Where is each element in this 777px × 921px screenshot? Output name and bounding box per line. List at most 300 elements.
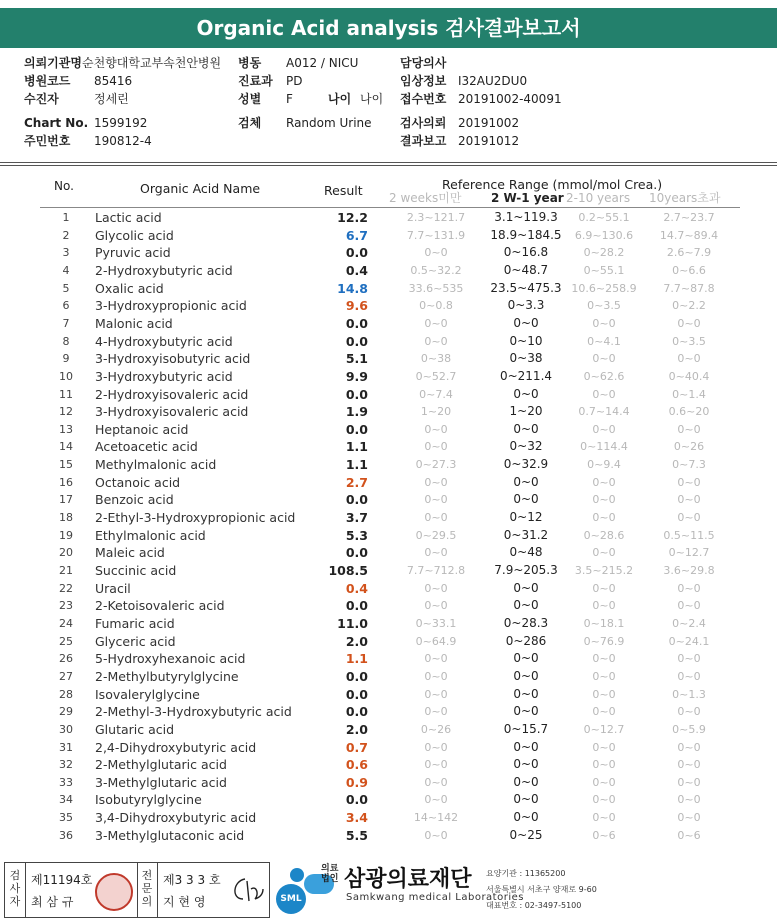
cell-no: 33	[59, 775, 73, 789]
cell-result: 0.0	[345, 245, 368, 261]
cell-no: 7	[62, 316, 70, 330]
cell-r4: 0~0	[677, 316, 701, 330]
cell-r1: 0~0	[424, 440, 448, 454]
cell-r3: 0~4.1	[587, 334, 621, 348]
org-prefix: 의료법인	[321, 864, 339, 884]
table-header	[0, 176, 777, 208]
cell-no: 15	[59, 458, 73, 472]
cell-r3: 3.5~215.2	[574, 564, 634, 577]
table-row	[0, 827, 777, 845]
cell-name: Pyruvic acid	[95, 245, 171, 261]
cell-result: 108.5	[328, 563, 368, 578]
table-row	[0, 491, 777, 509]
cell-r4: 0~0	[677, 705, 701, 719]
cell-result: 0.0	[345, 315, 368, 331]
cell-r1: 0~0	[424, 334, 448, 348]
table-row	[0, 509, 777, 527]
cell-result: 5.1	[345, 351, 368, 367]
cell-name: 2-Methyl-3-Hydroxybutyric acid	[95, 704, 292, 720]
cell-r3: 0~28.6	[583, 528, 625, 542]
cell-r1: 0~7.4	[419, 387, 453, 401]
cell-r1: 0~38	[420, 352, 452, 366]
cell-r2: 0~16.8	[503, 245, 549, 260]
cell-r4: 0~2.4	[672, 616, 706, 630]
cell-name: Fumaric acid	[95, 615, 175, 631]
cell-r4: 0~2.2	[672, 299, 706, 313]
cell-r1: 0~0	[424, 775, 448, 789]
cell-result: 1.1	[345, 457, 368, 473]
table-row	[0, 403, 777, 421]
table-row	[0, 333, 777, 351]
cell-no: 22	[59, 581, 73, 595]
cell-no: 36	[59, 828, 73, 842]
cell-r4: 0.6~20	[668, 405, 710, 419]
cell-no: 34	[59, 793, 73, 807]
cell-r3: 0~0	[592, 740, 616, 754]
cell-r2: 18.9~184.5	[490, 227, 562, 242]
cell-r4: 0~24.1	[668, 634, 710, 648]
cell-no: 9	[62, 352, 70, 366]
cell-r4: 0~0	[677, 758, 701, 772]
cell-name: Uracil	[95, 580, 131, 596]
range-sub-2: 2 W-1 year	[491, 191, 564, 205]
cell-r3: 0~0	[592, 775, 616, 789]
cell-name: 3-Hydroxyisovaleric acid	[95, 404, 249, 420]
cell-no: 8	[62, 334, 70, 348]
cell-no: 35	[59, 811, 73, 825]
cell-name: Lactic acid	[95, 210, 162, 225]
cell-r3: 0~0	[592, 511, 616, 525]
header-divider	[40, 207, 740, 208]
table-row	[0, 297, 777, 315]
cell-result: 9.9	[345, 368, 368, 384]
divider	[0, 165, 777, 166]
cell-r2: 0~0	[513, 810, 539, 825]
cell-r4: 0~0	[677, 581, 701, 595]
cell-r3: 0~0	[592, 493, 616, 507]
cell-result: 6.7	[345, 227, 368, 243]
cell-name: Glycolic acid	[95, 227, 174, 243]
table-row	[0, 280, 777, 298]
id-label: 주민번호	[24, 134, 71, 148]
cell-r2: 0~0	[513, 704, 539, 719]
cell-name: Isobutyrylglycine	[95, 792, 202, 808]
patient-label: 수진자	[24, 92, 59, 106]
cell-r2: 0~0	[513, 386, 539, 401]
sig-divider	[25, 863, 26, 917]
cell-r2: 0~286	[505, 633, 547, 648]
cell-r3: 0~9.4	[587, 458, 621, 472]
cell-r1: 0~0	[424, 740, 448, 754]
cell-name: 2-Ketoisovaleric acid	[95, 598, 225, 614]
cell-r3: 0~18.1	[583, 616, 625, 630]
table-row	[0, 650, 777, 668]
chart-value: 1599192	[94, 116, 148, 130]
cell-r2: 0~0	[513, 774, 539, 789]
hospital-code-value: 85416	[94, 74, 133, 88]
cell-result: 0.6	[345, 757, 368, 773]
cell-no: 18	[59, 511, 73, 525]
report-title: Organic Acid analysis 검사결과보고서	[0, 8, 777, 48]
cell-result: 12.2	[337, 210, 368, 225]
cell-name: 5-Hydroxyhexanoic acid	[95, 651, 246, 667]
cell-no: 17	[59, 493, 73, 507]
org-address: 서울특별시 서초구 양재로 9-60	[486, 885, 597, 894]
cell-name: Heptanoic acid	[95, 421, 189, 437]
cell-r2: 0~10	[509, 333, 543, 348]
cell-r2: 0~0	[513, 739, 539, 754]
cell-r2: 0~0	[513, 686, 539, 701]
cell-r2: 0~12	[509, 510, 543, 525]
cell-r4: 0~0	[677, 475, 701, 489]
cell-no: 19	[59, 528, 73, 542]
cell-r1: 0~0	[424, 475, 448, 489]
table-row	[0, 386, 777, 404]
cell-r2: 0~32.9	[503, 457, 549, 472]
receipt-value: 20191002-40091	[458, 92, 562, 106]
cell-r4: 0~12.7	[668, 546, 710, 560]
cell-result: 11.0	[337, 615, 368, 631]
institution-value: 순천향대학교부속천안병원	[82, 56, 222, 70]
cell-r2: 0~15.7	[503, 721, 549, 736]
cell-r3: 0~55.1	[583, 263, 625, 277]
table-row	[0, 368, 777, 386]
request-value: 20191002	[458, 116, 520, 130]
cell-r1: 0~64.9	[415, 634, 457, 648]
sig1-license: 제11194호	[31, 873, 93, 887]
cell-r2: 0~0	[513, 580, 539, 595]
table-row	[0, 262, 777, 280]
cell-r3: 0~114.4	[580, 440, 628, 454]
cell-no: 26	[59, 652, 73, 666]
cell-r2: 0~0	[513, 668, 539, 683]
report-value: 20191012	[458, 134, 520, 148]
cell-result: 9.6	[345, 298, 368, 314]
cell-r3: 0~76.9	[583, 634, 625, 648]
cell-name: Maleic acid	[95, 545, 165, 561]
cell-r4: 0~3.5	[672, 334, 706, 348]
cell-r3: 0~0	[592, 687, 616, 701]
sex-label: 성별	[238, 92, 262, 106]
cell-r3: 0~62.6	[583, 369, 625, 383]
cell-r1: 0~52.7	[415, 369, 457, 383]
cell-r3: 0~0	[592, 599, 616, 613]
cell-no: 24	[59, 616, 73, 630]
cell-r3: 0~0	[592, 811, 616, 825]
cell-r4: 0~0	[677, 811, 701, 825]
cell-r4: 0~0	[677, 775, 701, 789]
cell-result: 0.0	[345, 668, 368, 684]
cell-no: 28	[59, 687, 73, 701]
chart-label: Chart No.	[24, 116, 89, 130]
cell-no: 6	[62, 299, 70, 313]
cell-no: 16	[59, 475, 73, 489]
table-row	[0, 527, 777, 545]
cell-r3: 0~0	[592, 669, 616, 683]
ward-label: 병동	[238, 56, 262, 70]
cell-name: 2-Ethyl-3-Hydroxypropionic acid	[95, 510, 296, 526]
sex-value: F	[286, 92, 293, 106]
cell-r3: 0~0	[592, 705, 616, 719]
cell-r1: 0~0	[424, 511, 448, 525]
specimen-value: Random Urine	[286, 116, 372, 130]
cell-name: Acetoacetic acid	[95, 439, 198, 455]
cell-name: 2,4-Dihydroxybutyric acid	[95, 739, 257, 755]
org-code: 요양기관 : 11365200	[486, 869, 566, 878]
cell-r4: 0~7.3	[672, 458, 706, 472]
ward-value: A012 / NICU	[286, 56, 359, 70]
cell-result: 0.7	[345, 739, 368, 755]
cell-r4: 0~40.4	[668, 369, 710, 383]
cell-r1: 0~0	[424, 687, 448, 701]
cell-r2: 0~0	[513, 792, 539, 807]
cell-r3: 6.9~130.6	[574, 228, 634, 242]
cell-r4: 0~0	[677, 669, 701, 683]
cell-name: 2-Methylglutaric acid	[95, 757, 227, 773]
table-row	[0, 580, 777, 598]
cell-r1: 0~0	[424, 793, 448, 807]
range-sub-3: 2-10 years	[566, 191, 631, 205]
table-row	[0, 438, 777, 456]
cell-name: 3-Hydroxypropionic acid	[95, 298, 247, 314]
table-row	[0, 721, 777, 739]
cell-name: 2-Methylbutyrylglycine	[95, 668, 239, 684]
cell-r1: 0~33.1	[415, 616, 457, 630]
cell-r2: 0~0	[513, 315, 539, 330]
table-row	[0, 774, 777, 792]
cell-r4: 0~1.4	[672, 387, 706, 401]
table-row	[0, 315, 777, 333]
cell-no: 32	[59, 758, 73, 772]
table-row	[0, 562, 777, 580]
cell-name: Methylmalonic acid	[95, 457, 217, 473]
cell-result: 0.0	[345, 421, 368, 437]
cell-r4: 7.7~87.8	[663, 281, 715, 295]
cell-result: 1.1	[345, 439, 368, 455]
col-result-header: Result	[324, 183, 363, 198]
cell-r1: 7.7~131.9	[406, 228, 466, 242]
cell-result: 0.0	[345, 386, 368, 402]
range-sub-4: 10years초과	[649, 191, 721, 205]
org-name: 삼광의료재단	[344, 867, 472, 892]
table-row	[0, 350, 777, 368]
cell-r3: 10.6~258.9	[571, 281, 637, 295]
cell-r2: 0~0	[513, 651, 539, 666]
cell-r2: 0~31.2	[503, 527, 549, 542]
col-range-header: Reference Range (mmol/mol Crea.)	[442, 177, 663, 192]
cell-name: 3-Hydroxybutyric acid	[95, 368, 233, 384]
request-label: 검사의뢰	[400, 116, 447, 130]
cell-r1: 33.6~535	[408, 281, 464, 295]
cell-no: 2	[62, 228, 70, 242]
cell-no: 3	[62, 246, 70, 260]
seal-icon	[95, 873, 133, 911]
cell-result: 1.9	[345, 404, 368, 420]
cell-r3: 0~12.7	[583, 722, 625, 736]
cell-result: 0.0	[345, 792, 368, 808]
table-row	[0, 421, 777, 439]
cell-r2: 0~0	[513, 757, 539, 772]
cell-r2: 7.9~205.3	[494, 563, 558, 577]
receipt-label: 접수번호	[400, 92, 447, 106]
org-phone: 대표번호 : 02-3497-5100	[486, 901, 582, 910]
table-row	[0, 809, 777, 827]
cell-r4: 0~0	[677, 422, 701, 436]
table-row	[0, 244, 777, 262]
cell-r1: 0~0.8	[419, 299, 453, 313]
cell-r1: 0~27.3	[415, 458, 457, 472]
cell-no: 29	[59, 705, 73, 719]
specimen-label: 검체	[238, 116, 262, 130]
cell-result: 2.7	[345, 474, 368, 490]
cell-r1: 0~0	[424, 422, 448, 436]
table-row	[0, 703, 777, 721]
cell-result: 5.5	[345, 827, 368, 843]
dept-value: PD	[286, 74, 303, 88]
logo-text: SML	[276, 884, 306, 914]
cell-r2: 0~0	[513, 474, 539, 489]
table-row	[0, 668, 777, 686]
cell-r1: 0~0	[424, 246, 448, 260]
cell-r4: 14.7~89.4	[659, 228, 719, 242]
cell-r1: 14~142	[413, 811, 459, 825]
cell-r3: 0~0	[592, 387, 616, 401]
cell-name: Oxalic acid	[95, 280, 164, 296]
hospital-code-label: 병원코드	[24, 74, 71, 88]
cell-r3: 0~0	[592, 758, 616, 772]
cell-r2: 0~28.3	[503, 615, 549, 630]
cell-r2: 23.5~475.3	[490, 280, 562, 295]
col-no-header: No.	[54, 179, 74, 193]
cell-no: 30	[59, 722, 73, 736]
cell-name: 3-Methylglutaconic acid	[95, 827, 245, 843]
cell-name: 3-Methylglutaric acid	[95, 774, 227, 790]
cell-r4: 2.7~23.7	[663, 211, 715, 224]
cell-r2: 0~48	[509, 545, 543, 560]
cell-r1: 0~0	[424, 828, 448, 842]
cell-r3: 0.2~55.1	[578, 211, 630, 224]
table-row	[0, 615, 777, 633]
cell-r4: 3.6~29.8	[663, 564, 715, 577]
cell-result: 0.9	[345, 774, 368, 790]
report-label: 결과보고	[400, 134, 447, 148]
cell-r4: 0~26	[673, 440, 705, 454]
signature-box	[4, 862, 270, 918]
cell-r1: 0~0	[424, 493, 448, 507]
cell-no: 20	[59, 546, 73, 560]
cell-r1: 7.7~712.8	[406, 564, 466, 577]
cell-r2: 0~25	[509, 827, 543, 842]
cell-no: 1	[62, 211, 70, 224]
table-row	[0, 456, 777, 474]
sig2-name: 지 현 영	[163, 895, 206, 909]
cell-r4: 0~0	[677, 493, 701, 507]
cell-r2: 0~38	[509, 351, 543, 366]
col-name-header: Organic Acid Name	[140, 181, 261, 196]
cell-result: 0.0	[345, 492, 368, 508]
cell-name: 3,4-Dihydroxybutyric acid	[95, 810, 257, 826]
cell-result: 0.0	[345, 545, 368, 561]
cell-r4: 0~5.9	[672, 722, 706, 736]
cell-r3: 0~0	[592, 793, 616, 807]
cell-r3: 0~0	[592, 475, 616, 489]
cell-r1: 0~0	[424, 546, 448, 560]
cell-no: 5	[62, 281, 70, 295]
sig2-vertical-label: 전문의	[141, 869, 153, 908]
age-value: 나이	[360, 92, 384, 106]
table-row	[0, 756, 777, 774]
cell-name: Glutaric acid	[95, 721, 175, 737]
doctor-label: 담당의사	[400, 56, 447, 70]
cell-result: 5.3	[345, 527, 368, 543]
cell-r3: 0~0	[592, 652, 616, 666]
cell-result: 0.0	[345, 598, 368, 614]
sig2-license: 제3 3 3 호	[163, 873, 221, 887]
cell-r3: 0~0	[592, 316, 616, 330]
cell-r2: 0~211.4	[499, 368, 553, 383]
cell-r1: 0~29.5	[415, 528, 457, 542]
cell-name: Malonic acid	[95, 315, 173, 331]
cell-r3: 0~0	[592, 352, 616, 366]
sig-divider	[157, 863, 158, 917]
table-row	[0, 791, 777, 809]
cell-result: 0.0	[345, 704, 368, 720]
cell-result: 2.0	[345, 633, 368, 649]
cell-r1: 0.5~32.2	[410, 263, 462, 277]
cell-result: 1.1	[345, 651, 368, 667]
cell-name: 3-Hydroxyisobutyric acid	[95, 351, 251, 367]
cell-no: 4	[62, 263, 70, 277]
cell-no: 14	[59, 440, 73, 454]
table-row	[0, 597, 777, 615]
cell-r4: 0.5~11.5	[663, 528, 715, 542]
cell-r4: 0~1.3	[672, 687, 706, 701]
cell-result: 3.4	[345, 810, 368, 826]
cell-r1: 0~0	[424, 758, 448, 772]
cell-r2: 0~3.3	[507, 298, 545, 313]
cell-r3: 0~6	[592, 828, 616, 842]
range-sub-1: 2 weeks미만	[389, 191, 462, 205]
cell-r2: 0~0	[513, 598, 539, 613]
cell-r1: 0~0	[424, 669, 448, 683]
cell-r4: 0~0	[677, 740, 701, 754]
patient-value: 정세린	[94, 92, 129, 106]
cell-r4: 0~0	[677, 352, 701, 366]
cell-r4: 0~0	[677, 793, 701, 807]
cell-no: 23	[59, 599, 73, 613]
cell-result: 0.4	[345, 262, 368, 278]
cell-name: Octanoic acid	[95, 474, 181, 490]
cell-no: 21	[59, 564, 73, 577]
institution-label: 의뢰기관명	[24, 56, 82, 70]
cell-r3: 0~3.5	[587, 299, 621, 313]
cell-name: 2-Hydroxybutyric acid	[95, 262, 233, 278]
cell-name: 4-Hydroxybutyric acid	[95, 333, 233, 349]
table-row	[0, 544, 777, 562]
cell-r1: 0~26	[420, 722, 452, 736]
cell-r2: 0~0	[513, 492, 539, 507]
cell-r3: 0~0	[592, 422, 616, 436]
divider	[0, 162, 777, 163]
cell-r1: 0~0	[424, 581, 448, 595]
cell-r1: 0~0	[424, 705, 448, 719]
cell-r3: 0.7~14.4	[578, 405, 630, 419]
cell-no: 10	[59, 369, 73, 383]
cell-no: 27	[59, 669, 73, 683]
cell-r4: 0~0	[677, 599, 701, 613]
cell-no: 31	[59, 740, 73, 754]
cell-no: 25	[59, 634, 73, 648]
